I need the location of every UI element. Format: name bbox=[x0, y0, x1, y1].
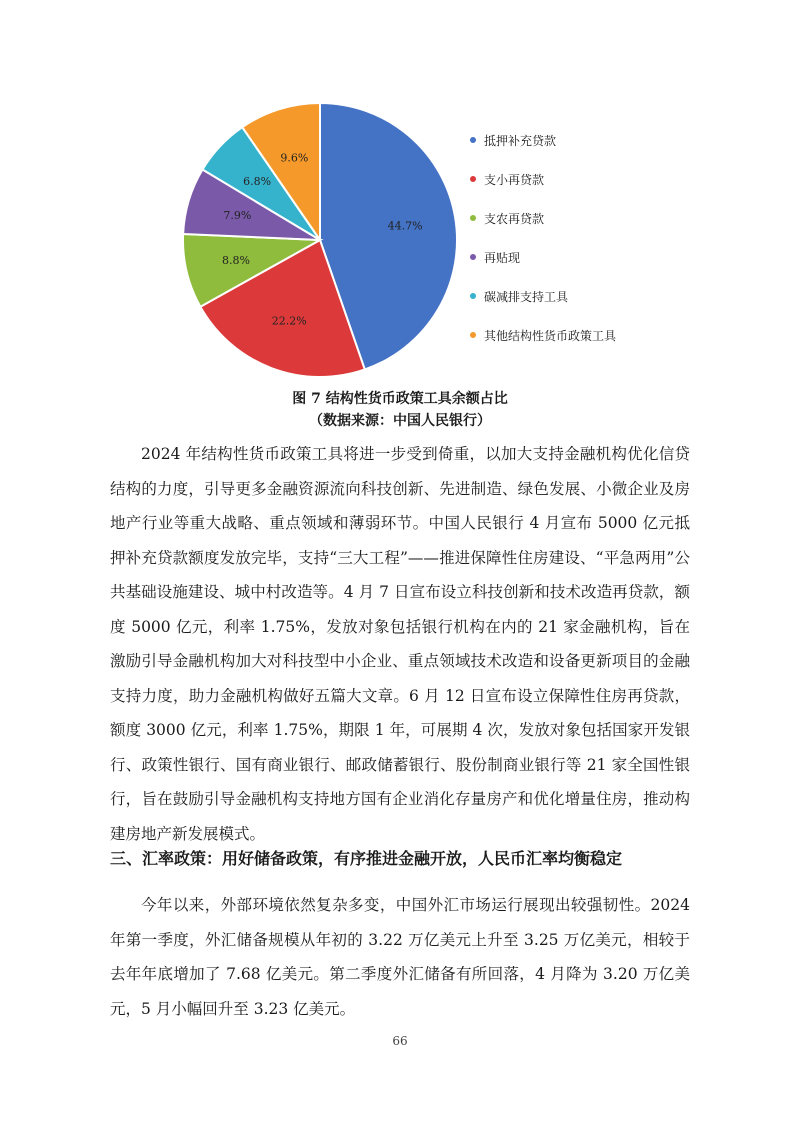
section-heading: 三、汇率政策：用好储备政策，有序推进金融开放，人民币汇率均衡稳定 bbox=[110, 849, 623, 868]
legend-label: 其他结构性货币政策工具 bbox=[484, 328, 617, 343]
legend-marker-icon bbox=[470, 137, 476, 143]
legend-item bbox=[470, 247, 520, 267]
pie-chart bbox=[160, 95, 480, 385]
legend-label: 抵押补充贷款 bbox=[484, 133, 557, 148]
legend-label: 支小再贷款 bbox=[484, 172, 545, 187]
legend-item bbox=[470, 130, 556, 150]
legend-item bbox=[470, 169, 544, 189]
slice-value-label: 9.6% bbox=[280, 151, 309, 165]
legend-marker-icon bbox=[470, 293, 476, 299]
legend-label: 再贴现 bbox=[484, 250, 521, 265]
page-number: 66 bbox=[392, 1034, 408, 1048]
slice-value-label: 22.2% bbox=[271, 314, 307, 328]
legend-marker-icon bbox=[470, 254, 476, 260]
legend-marker-icon bbox=[470, 215, 476, 221]
legend-item bbox=[470, 208, 544, 228]
body-paragraph: 今年以来，外部环境依然复杂多变，中国外汇市场运行展现出较强韧性。2024 年第一季度，外汇储备规模从年初的 3.22 万亿美元上升至 3.25 万亿美元，相较于去年年底增加了 7.68 亿美元。第二季度外汇储备有所回落，4 月降为 3.20 万亿美元，5 月小幅回升至 3.23 亿美元。 bbox=[110, 896, 690, 1018]
figure-caption: 图 7 结构性货币政策工具余额占比 bbox=[292, 391, 508, 407]
legend-item bbox=[470, 286, 568, 306]
body-paragraph: 2024 年结构性货币政策工具将进一步受到倚重，以加大支持金融机构优化信贷结构的力度，引导更多金融资源流向科技创新、先进制造、绿色发展、小微企业及房地产行业等重大战略、重点领域和薄弱环节。中国人民银行 4 月宣布 5000 亿元抵押补充贷款额度发放完毕，支持“三大工程”——推进保障性住房建设、“平急两用”公共基础设施建设、城中村改造等。4 月 7 日宣布设立科技创新和技术改造再贷款，额度 5000 亿元，利率 1.75%，发放对象包括银行机构在内的 21 家金融机构，旨在激励引导金融机构加大对科技型中小企业、重点领域技术改造和设备更新项目的金融支持力度，助力金融机构做好五篇大文章。6 月 12 日宣布设立保障性住房再贷款，额度 3000 亿元，利率 1.75%，期限 1 年，可展期 4 次，发放对象包括国家开发银行、政策性银行、国有商业银行、邮政储蓄银行、股份制商业银行等 21 家全国性银行，旨在鼓励引导金融机构支持地方国有企业消化存量房产和优化增量住房，推动构建房地产新发展模式。 bbox=[110, 445, 690, 843]
slice-value-label: 44.7% bbox=[387, 219, 423, 233]
slice-value-label: 7.9% bbox=[223, 209, 252, 223]
legend-marker-icon bbox=[470, 176, 476, 182]
slice-value-label: 6.8% bbox=[243, 174, 272, 188]
legend-label: 碳减排支持工具 bbox=[484, 289, 569, 304]
figure-source: （数据来源：中国人民银行） bbox=[309, 413, 491, 429]
legend-marker-icon bbox=[470, 332, 476, 338]
legend-label: 支农再贷款 bbox=[484, 211, 545, 226]
legend-item bbox=[470, 325, 616, 345]
slice-value-label: 8.8% bbox=[222, 253, 250, 267]
